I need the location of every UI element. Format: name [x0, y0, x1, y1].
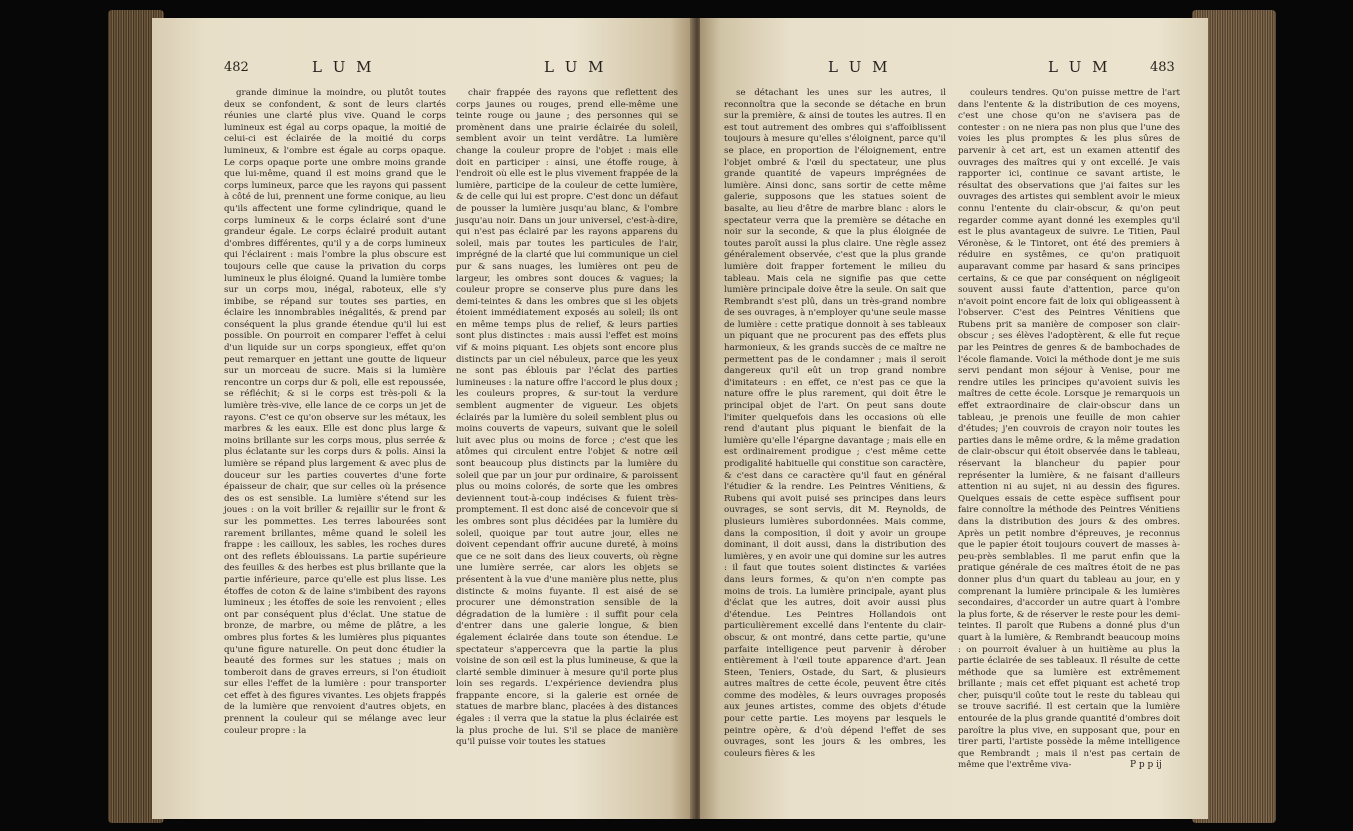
running-header-right: L U M	[1048, 58, 1111, 76]
signature-mark: P p p ij	[1130, 760, 1162, 770]
page-number: 483	[1150, 60, 1175, 75]
left-page	[152, 18, 692, 819]
page-number: 482	[224, 60, 249, 75]
text-column-1	[224, 88, 446, 748]
column-text: chair frappée des rayons que reflettent des corps jaunes ou rouges, prend elle-même une teinte rouge ou jaune ; des personnes qui se promènent dans une prairie éclairée du soleil, semblent avoir un teint verdâtre. La lumière change la couleur propre de l'objet : mais elle doit en participer : ainsi, une étoffe rouge, à l'endroit où elle est le plus vivement frappée de la lumière, participe de la couleur de cette lumière, & de celle qui lui est propre. C'est donc un défaut de pousser la lumière jusqu'au blanc, & l'ombre jusqu'au noir. Dans un jour universel, c'est-à-dire, qui n'est pas éclairé par les rayons apparens du soleil, mais par toutes les particules de l'air, imprégné de la clarté que lui communique un ciel pur & sans nuages, les lumières ont peu de largeur, les ombres sont douces & vagues; la couleur propre se conserve plus pure dans les demi-teintes & dans les ombres que si les objets étoient immédiatement exposés au soleil; ils ont en même temps plus de relief, & leurs parties sont plus distinctes : mais aussi l'effet est moins vif & moins piquant. Les objets sont encore plus distincts par un ciel nébuleux, parce que les yeux ne sont pas éblouis par l'éclat des parties lumineuses : la nature offre l'accord le plus doux ; les couleurs propres, & sur-tout la verdure semblent augmenter de vigueur. Les objets éclairés par la lumière du soleil semblent plus ou moins couverts de vapeurs, suivant que le soleil luit avec plus ou moins de force ; c'est que les atômes qui circulent entre l'objet & notre œil sont beaucoup plus distincts par la lumière du soleil que par un jour pur ordinaire, & paroissent plus ou moins colorés, de sorte que les ombres deviennent tout-à-coup indécises & fuient très-promptement. Il est donc aisé de concevoir que si les ombres sont plus décidées par la lumière du soleil, quoique par tout autre jour, elles ne doivent cependant offrir aucune dureté, à moins que ce ne soit dans des lieux couverts, où règne une lumière serrée, car alors les objets se présentent à la vue d'une manière plus nette, plus distincte & moins fuyante. Il est aisé de se procurer une démonstration sensible de la dégradation de la lumière : il suffit pour cela d'entrer dans une galerie longue, & bien également éclairée dans toute son étendue. Le spectateur s'appercevra que la partie la plus voisine de son œil est la plus lumineuse, & que la clarté semble diminuer à mesure qu'il porte plus loin ses regards. L'expérience deviendra plus frappante encore, si la galerie est ornée de statues de marbre blanc, placées à des distances égales : il verra que la statue la plus éclairée est la plus proche de lui. S'il se place de manière qu'il puisse voir toutes les statues	[456, 88, 678, 748]
running-header-left: L U M	[312, 58, 375, 76]
text-column-2	[456, 88, 678, 748]
text-column-1	[724, 88, 946, 759]
running-header-left: L U M	[828, 58, 891, 76]
right-page	[700, 18, 1208, 819]
running-header-right: L U M	[544, 58, 607, 76]
column-text: grande diminue la moindre, ou plutôt toutes deux se confondent, & sont de leurs clartés réunies une clarté plus vive. Quand le corps lumineux est égal au corps opaque, la moitié de celui-ci est éclairée de la moitié du corps lumineux, & l'ombre est égale au corps opaque. Le corps opaque porte une ombre moins grande que lui-même, quand il est moins grand que le corps lumineux, parce que les rayons qui passent à côté de lui, prennent une forme conique, au lieu qu'ils affectent une forme cylindrique, quand le corps lumineux & le corps éclairé sont d'une grandeur égale. Le corps éclairé produit autant d'ombres différentes, qu'il y a de corps lumineux qui l'éclairent : mais l'ombre la plus obscure est toujours celle que cause la privation du corps lumineux le plus éloigné. Quand la lumière tombe sur un corps mou, inégal, raboteux, elle s'y imbibe, se répand sur toutes ses parties, en éclaire les innombrables inégalités, & prend par conséquent la plus grande étendue qu'il lui est possible. On pourroit en comparer l'effet à celui d'un liquide sur un corps spongieux, effet qu'on peut remarquer en jettant une goutte de liqueur sur un morceau de sucre. Mais si la lumière rencontre un corps dur & poli, elle est repoussée, se réfléchit; & si le corps est très-poli & la lumière très-vive, elle lance de ce corps un jet de rayons. C'est ce qu'on observe sur les métaux, les marbres & les eaux. Elle est donc plus large & moins brillante sur les corps mous, plus serrée & plus éclatante sur les corps durs & polis. Ainsi la lumière se répand plus largement & avec plus de douceur sur les parties couvertes d'une forte épaisseur de chair, que sur celles où la présence des os est sensible. La lumière s'étend sur les joues : on la voit briller & rejaillir sur le front & sur les pommettes. Les terres labourées sont rarement brillantes, même quand le soleil les frappe : les cailloux, les sables, les roches dures ont des reflets éblouissans. La partie supérieure des feuilles & des herbes est plus brillante que la partie inférieure, parce qu'elle est plus lisse. Les étoffes de coton & de laine s'imbibent des rayons lumineux ; les étoffes de soie les renvoient ; elles ont par conséquent plus d'éclat. Une statue de bronze, de marbre, ou même de plâtre, a les ombres plus fortes & les lumières plus piquantes qu'une figure naturelle. On peut donc étudier la beauté des formes sur les statues ; mais on tomberoit dans de graves erreurs, si l'on étudioit sur elles l'effet de la lumière : pour transporter cet effet à des figures vivantes. Les objets frappés de la lumière que renvoient d'autres objets, en prennent la couleur qui se mélange avec leur couleur propre : la	[224, 88, 446, 736]
column-text: couleurs tendres. Qu'on puisse mettre de l'art dans l'entente & la distribution de ces moyens, c'est une chose qu'on ne s'avisera pas de contester : on ne niera pas non plus que l'une des voies les plus promptes & les plus sûres de parvenir à cet art, est un examen attentif des ouvrages des maîtres qui y ont excellé. Je vais rapporter ici, continue ce savant artiste, le résultat des observations que j'ai faites sur les ouvrages des artistes qui semblent avoir le mieux connu l'entente du clair-obscur, & qu'on peut regarder comme ayant donné les exemples qu'il est le plus avantageux de suivre. Le Titien, Paul Véronèse, & le Tintoret, ont été des premiers à réduire en systêmes, ce qu'on pratiquoit auparavant comme par hasard & sans principes certains, & ce que par conséquent on négligeoit souvent aussi faute d'attention, parce qu'on n'avoit point encore fait de loix qui obligeassent à l'observer. C'est des Peintres Vénitiens que Rubens prit sa manière de composer son clair-obscur ; ses élèves l'adoptèrent, & elle fut reçue par les Peintres de genres & de bambochades de l'école flamande. Voici la méthode dont je me suis servi pendant mon séjour à Venise, pour me rendre utiles les principes qu'avoient suivis les maîtres de cette école. Lorsque je remarquois un effet extraordinaire de clair-obscur dans un tableau, je prenois une feuille de mon cahier d'études; j'en couvrois de crayon noir toutes les parties dans le même ordre, & la même gradation de clair-obscur qui étoit observée dans le tableau, réservant la blancheur du papier pour représenter la lumière, & ne faisant d'ailleurs attention ni au sujet, ni au dessin des figures. Quelques essais de cette espèce suffisent pour faire connoître la méthode des Peintres Vénitiens dans la distribution des jours & des ombres. Après un petit nombre d'épreuves, je reconnus que le papier étoit toujours couvert de masses à-peu-près semblables. Il me parut enfin que la pratique générale de ces maîtres étoit de ne pas donner plus d'un quart du tableau au jour, en y comprenant la lumière principale & les lumières secondaires, d'accorder un autre quart à l'ombre la plus forte, & de réserver le reste pour les demi-teintes. Il paroît que Rubens a donné plus d'un quart à la lumière, & Rembrandt beaucoup moins : on pourroit évaluer à un huitième au plus la partie éclairée de ses tableaux. Il résulte de cette méthode que sa lumière est extrêmement brillante ; mais cet effet piquant est acheté trop cher, puisqu'il coûte tout le reste du tableau qui se trouve sacrifié. Il est certain que la lumière entourée de la plus grande quantité d'ombres doit paroître la plus vive, en supposant que, pour en tirer parti, l'artiste possède la même intelligence que Rembrandt ; mais il n'est pas certain de même que l'extrême viva-	[958, 88, 1180, 771]
column-text: se détachant les unes sur les autres, il reconnoîtra que la seconde se détache en brun sur la première, & ainsi de toutes les autres. Il en est tout autrement des ombres qui s'affoiblissent toujours à mesure qu'elles s'éloignent, parce qu'il se place, en proportion de l'éloignement, entre l'objet ombré & l'œil du spectateur, une plus grande quantité de vapeurs imprégnées de lumière. Ainsi donc, sans sortir de cette même galerie, supposons que les statues soient de basalte, au lieu d'être de marbre blanc : alors le spectateur verra que la première se détache en noir sur la seconde, & que la plus éloignée de toutes paroît aussi la plus claire. Une règle assez généralement observée, c'est que la plus grande lumière doit frapper fortement le milieu du tableau. Mais cela ne signifie pas que cette lumière principale doive être la seule. On sait que Rembrandt s'est plû, dans un très-grand nombre de ses ouvrages, à n'employer qu'une seule masse de lumière : cette pratique donnoit à ses tableaux un piquant que ne procurent pas des effets plus harmonieux, & les grands succès de ce maître ne permettent pas de le condamner ; mais il seroit dangereux qu'il eût un trop grand nombre d'imitateurs : en effet, ce n'est pas ce que la nature offre le plus rarement, qui doit être le principal objet de l'art. On peut sans doute l'imiter quelquefois dans les occasions où elle rend d'autant plus piquant le bienfait de la lumière qu'elle l'épargne davantage ; mais elle en est ordinairement prodigue ; c'est même cette prodigalité habituelle qui constitue son caractère, & c'est dans ce caractère qu'il faut en général l'étudier & la rendre. Les Peintres Vénitiens, & Rubens qui avoit puisé ses principes dans leurs ouvrages, se sont servis, dit M. Reynolds, de plusieurs lumières subordonnées. Mais comme, dans la composition, il doit y avoir un groupe dominant, il doit aussi, dans la distribution des lumières, y en avoir une qui domine sur les autres : il faut que toutes soient distinctes & variées dans leurs formes, & qu'on n'en compte pas moins de trois. La lumière principale, ayant plus d'éclat que les autres, doit avoir aussi plus d'étendue. Les Peintres Hollandois ont particulièrement excellé dans l'entente du clair-obscur, & ont montré, dans cette partie, qu'une parfaite intelligence peut parvenir à dérober entièrement à l'œil toute apparence d'art. Jean Steen, Teniers, Ostade, du Sart, & plusieurs autres maîtres de cette école, peuvent être cités comme des modèles, & leurs ouvrages proposés aux jeunes artistes, comme des objets d'étude pour cette partie. Les moyens par lesquels le peintre opère, & d'où dépend l'effet de ses ouvrages, sont les jours & les ombres, les couleurs fières & les	[724, 88, 946, 759]
